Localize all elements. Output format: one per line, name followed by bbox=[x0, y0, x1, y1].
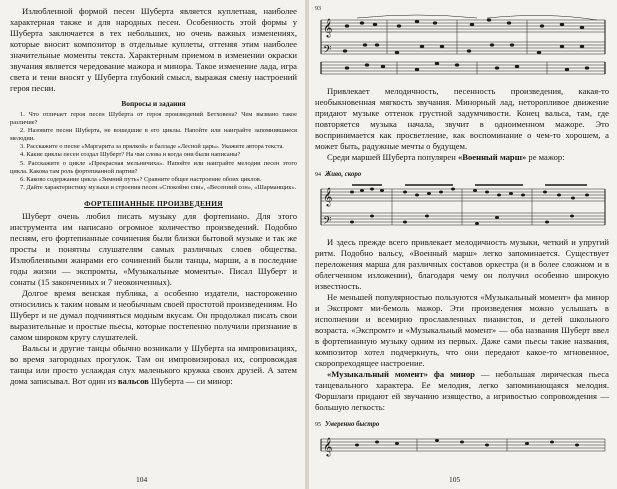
right-paragraph-1: Привлекает мелодичность, песенность произведения, какая-то необыкновенная мягкость звучания. Минорный лад, неторопливое движение придают музыке оттенок грустной задумчивости. Конец вальса, там, где повторяется музыка начала, звучит в одноименном мажоре. Это воспринимается как просветление, как воспоминание о чем-то хорошем, а может быть, радужные мечты о будущем. bbox=[315, 86, 609, 151]
page-number-right: 105 bbox=[449, 475, 461, 484]
question-item: 1. Что отличает героя песен Шуберта от героя произведений Бетховена? Чем вызвано такое различие? bbox=[10, 111, 297, 127]
right-paragraph-2: Среди маршей Шуберта популярен «Военный марш» ре мажор: bbox=[327, 152, 565, 162]
music-example-moment bbox=[315, 433, 609, 463]
question-item: 7. Дайте характеристику музыки и строения песен «Спокойно спи», «Весенний сон», «Шарманщик». bbox=[20, 183, 297, 191]
svg-text:𝄢: 𝄢 bbox=[323, 43, 332, 58]
piano-paragraph-1: Шуберт очень любил писать музыку для фортепиано. Для этого инструмента им написано огромное количество произведений. Подобно песням, его фортепианные сочинения были близки бытовой музыке и так же просты и понятны слушателям самых различных слоев общества. Излюбленными жанрами его сочинений были танцы, марши, а в последние годы жизни — экспромты, «Музыкальные моменты». Писал Шуберт и сонаты (15 законченных и 7 неоконченных). bbox=[10, 210, 297, 287]
questions-heading: Вопросы и задания bbox=[121, 99, 186, 108]
page-number-left: 104 bbox=[136, 475, 148, 484]
questions-list bbox=[10, 111, 297, 192]
music-moment-title: «Музыкальный момент» фа минор bbox=[327, 369, 475, 379]
svg-text:𝄞: 𝄞 bbox=[323, 439, 333, 456]
page-left bbox=[0, 0, 305, 489]
svg-text:𝄢: 𝄢 bbox=[323, 214, 332, 229]
svg-text:𝄞: 𝄞 bbox=[323, 20, 333, 37]
intro-paragraph: Излюбленной формой песен Шуберта является куплетная, наиболее характерная также и для народных песен. Особенность этой формы у Шуберта заключается в тех небольших, но очень важных изменениях, которые вносит композитор в отдельные куплеты, оттеняя этим наиболее значительные моменты текста. Характерным приемом в изменении окраски звучания является чередование мажора и минора. Такое изменение лада, игра света и тени вносят у Шуберта глубокий смысл, выражая смену настроений героя песни. bbox=[10, 6, 297, 93]
question-item: 2. Назовите песни Шуберта, не вошедшие в его циклы. Напойте или наиграйте запомнившиеся мелодии. bbox=[10, 127, 297, 143]
question-item: 3. Расскажите о песне «Маргарита за прялкой» и балладе «Лесной царь». Укажите автора текста. bbox=[20, 143, 285, 151]
question-item: 4. Какие циклы песен создал Шуберт? На чьи слова и когда они были написаны? bbox=[20, 151, 241, 159]
example-number-93: 93 bbox=[315, 6, 321, 12]
music-example-waltz bbox=[315, 14, 609, 84]
example-number-94: 94 bbox=[315, 172, 321, 178]
right-paragraph-3: И здесь прежде всего привлекает мелодичность музыки, четкий и упругий ритм. Подобно вальсу, «Военный марш» легко запоминается. Существует переложения марша для различных составов оркестра (и в более сложном и в облегченном изложении), благодаря чему он получил особенно широкую известность. bbox=[315, 237, 609, 291]
page-right bbox=[309, 0, 617, 489]
example-number-95: 95 bbox=[315, 422, 321, 428]
piano-paragraph-2: Долгое время венская публика, а особенно издатели, настороженно относились к таким новым и необычным своей простотой произведениям. Но Шуберт и не думал подчиняться модным вкусам. Он продолжал писать свои выразительные и простые пьесы, которые постепенно получили признание в самом широком кругу слушателей. bbox=[10, 287, 297, 342]
example-94-header bbox=[315, 163, 609, 181]
right-paragraph-4: Не меньшей популярностью пользуются «Музыкальный момент» фа минор и Экспромт ми-бемоль мажор. Эти произведения можно услышать в исполнении и всемирно прославленных пианистов, и детей школьного возраста. «Экспромт» и «Музыкальный момент» — оба названия Шуберт ввел в фортепианную музыку одним из первых. Даже сами пьесы такие названия, композитор хотел подчеркнуть, что они передают какое-то мгновенное, скоропреходящее настроение. bbox=[315, 292, 609, 368]
waltz-emphasis: вальсов bbox=[117, 375, 149, 386]
example-95-header bbox=[315, 413, 609, 431]
piano-paragraph-3: Вальсы и другие танцы обычно возникали у Шуберта на импровизациях, во время загородных прогулок. Там он импровизировал их, сопровождая танцы или просто услаждая слух маленького кружка своих друзей. А затем дома записывал. Вот один из вальсов Шуберта — си минор: bbox=[10, 342, 297, 386]
tempo-marking-2: Умеренно быстро bbox=[325, 421, 380, 428]
piano-works-heading: ФОРТЕПИАННЫЕ ПРОИЗВЕДЕНИЯ bbox=[84, 198, 223, 208]
music-example-march bbox=[315, 183, 609, 235]
svg-text:𝄞: 𝄞 bbox=[323, 189, 333, 206]
question-item: 5. Расскажите о цикле «Прекрасная мельничиха». Напойте или наиграйте мелодии песен этого цикла. Какова там роль фортепианной партии? bbox=[10, 159, 297, 175]
march-title: «Военный марш» bbox=[457, 152, 527, 162]
question-item: 6. Каково содержание цикла «Зимний путь»? Сравните общее настроение обоих циклов. bbox=[20, 175, 262, 183]
tempo-marking-1: Живо, скоро bbox=[325, 171, 362, 178]
right-paragraph-5: «Музыкальный момент» фа минор — небольшая лирическая пьеса танцевального характера. Ее мелодия, легко запоминающаяся мелодия. Форшлаги придают ей звучанию изящество, а игривостью сопровождения — большую легкость: bbox=[315, 369, 609, 412]
